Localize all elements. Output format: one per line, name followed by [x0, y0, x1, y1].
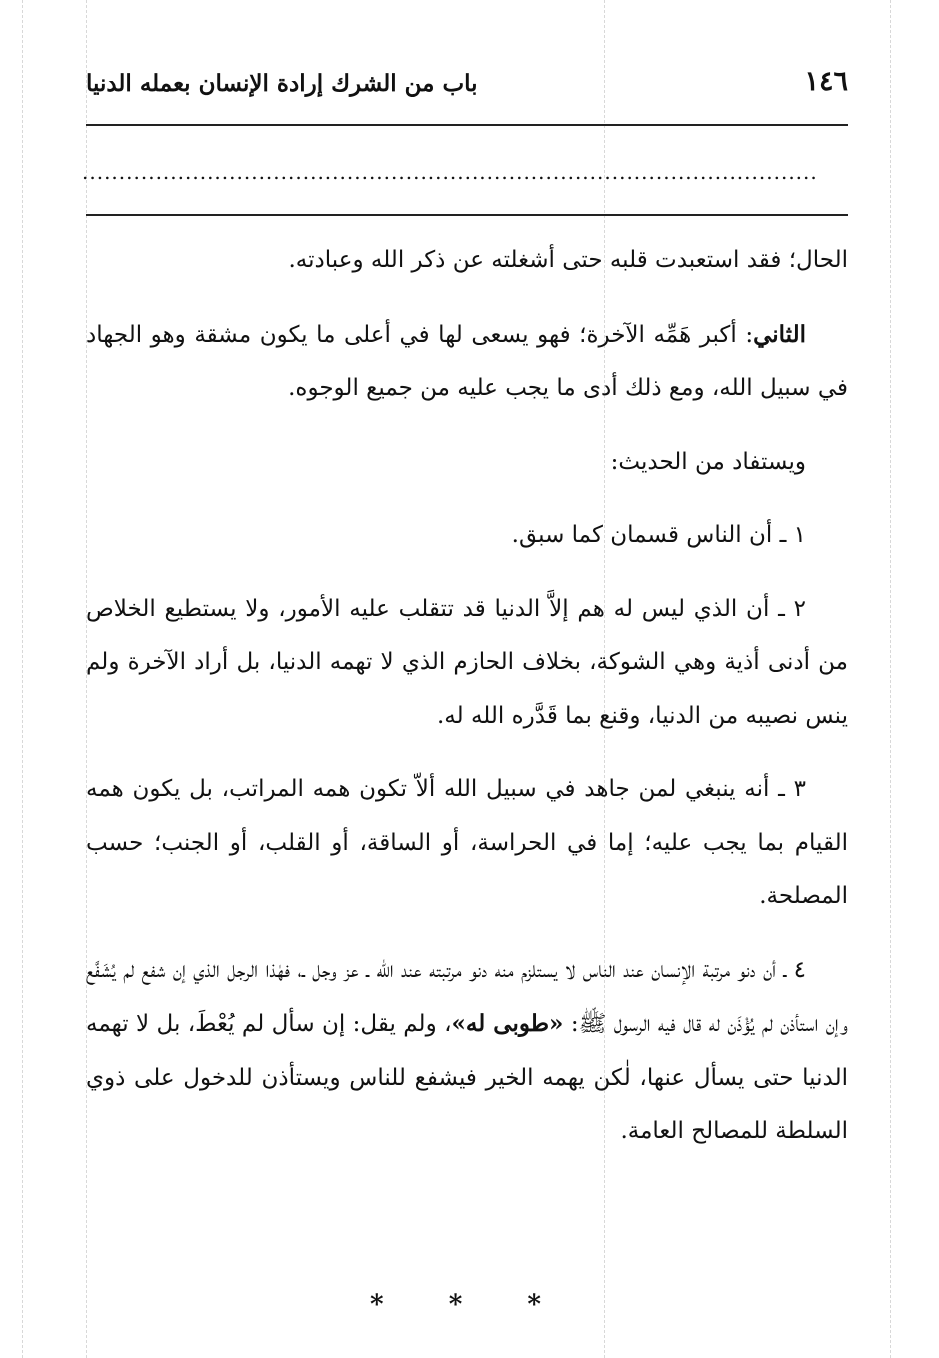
- paragraph-text: ، ولم يقل: إن سأل لم يُعْطَ، بل لا تهمه الدنيا حتى يسأل عنها، لٰكن يهمه الخير فيشفع للناس ويستأذن للدخول على ذوي السلطة للمصالح العامة.: [86, 1011, 848, 1144]
- paragraph-text: الحال؛ فقد استعبدت قلبه حتى أشغلته عن ذكر الله وعبادته.: [288, 247, 848, 273]
- paragraph-text: ٢ ـ أن الذي ليس له هم إلاَّ الدنيا قد تتقلب عليه الأمور، ولا يستطيع الخلاص من أدنى أذية وهي الشوكة، بخلاف الحازم الذي لا تهمه الدنيا، بل أراد الآخرة ولم ينس نصيبه من الدنيا، وقنع بما قَدَّره الله له.: [86, 595, 848, 729]
- list-item: [86, 944, 848, 1159]
- hadith-quote: «طوبى له»: [451, 1010, 564, 1037]
- paragraph-continuation: [86, 234, 848, 288]
- page-header: [86, 66, 848, 106]
- running-title: باب من الشرك إرادة الإنسان بعمله الدنيا: [86, 70, 478, 97]
- body-text: [86, 234, 848, 1179]
- paragraph-second: [86, 308, 848, 416]
- page-number: ١٤٦: [804, 66, 848, 97]
- footnote-separator-dots: ....................................................................................................: [82, 160, 818, 184]
- list-item: [86, 509, 848, 563]
- list-item: [86, 583, 848, 744]
- paragraph-text: ٤ ـ أن دنو مرتبة الإنسان عند الناس لا يستلزم منه دنو مرتبته عند الله ـ عز وجل ـ، فهٰذا الرجل الذي إن شفع لم يُشَفَّع وإن استأذن لم يُؤْذَن له قال فيه الرسول ﷺ:: [86, 956, 848, 1037]
- section-end-stars: * * *: [370, 1290, 569, 1320]
- paragraph-text: ١ ـ أن الناس قسمان كما سبق.: [511, 522, 806, 548]
- paragraph-lead: الثاني: [753, 320, 806, 348]
- paragraph-text: : أكبر هَمِّه الآخرة؛ فهو يسعى لها في أعلى ما يكون مشقة وهو الجهاد في سبيل الله، ومع ذلك أدى ما يجب عليه من جميع الوجوه.: [86, 321, 848, 401]
- list-item: [86, 763, 848, 924]
- separator-rule: [86, 214, 848, 216]
- paragraph-benefits-intro: [86, 436, 848, 490]
- scan-guide-line: [22, 0, 23, 1358]
- paragraph-text: ٣ ـ أنه ينبغي لمن جاهد في سبيل الله ألاّ تكون همه المراتب، بل يكون همه القيام بما يجب عليه؛ إما في الحراسة، أو الساقة، أو القلب، أو الجنب؛ حسب المصلحة.: [86, 776, 848, 909]
- header-rule: [86, 124, 848, 126]
- paragraph-text: ويستفاد من الحديث:: [610, 448, 806, 475]
- scan-guide-line: [890, 0, 891, 1358]
